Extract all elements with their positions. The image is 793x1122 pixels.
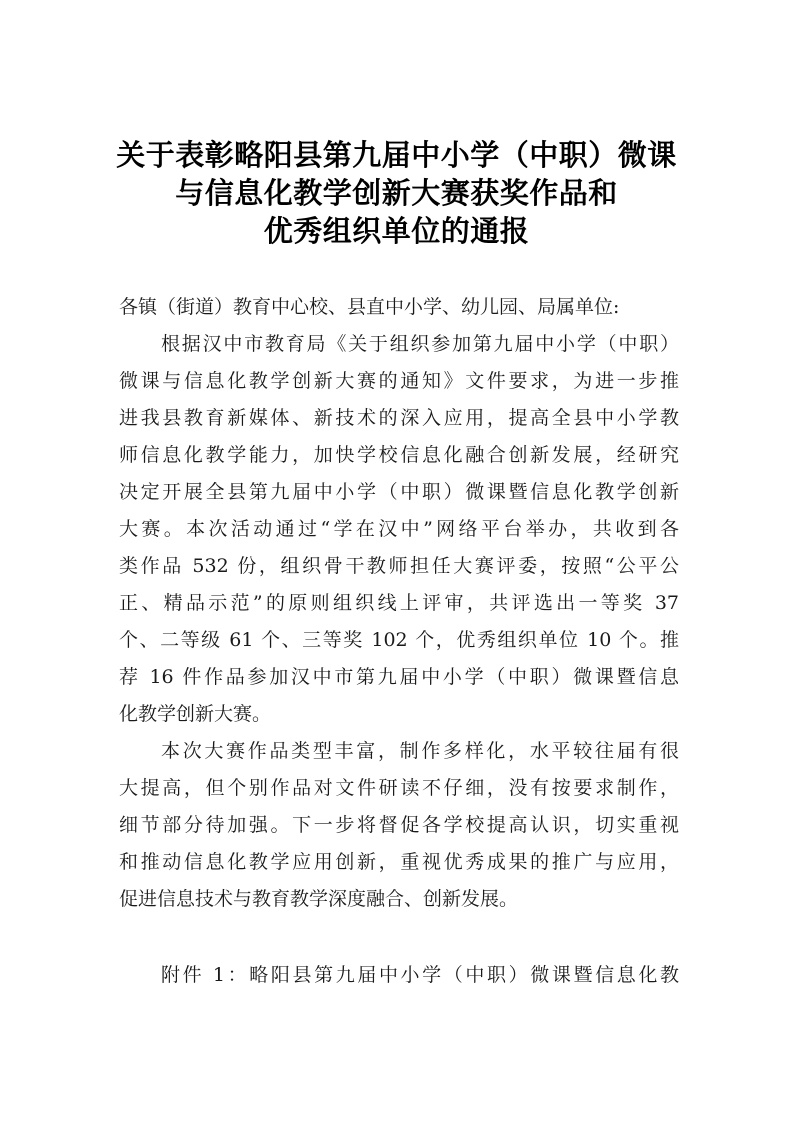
paragraph-1-line: 进我县教育新媒体、新技术的深入应用，提高全县中小学教 — [119, 407, 679, 429]
paragraph-1-line: 个、二等级 61 个、三等奖 102 个，优秀组织单位 10 个。推 — [119, 629, 679, 651]
paragraph-2-line: 细节部分待加强。下一步将督促各学校提高认识，切实重视 — [119, 814, 679, 836]
paragraph-1-line: 大赛。本次活动通过“学在汉中”网络平台举办，共收到各 — [119, 518, 679, 540]
paragraph-2-line: 和推动信息化教学应用创新，重视优秀成果的推广与应用， — [119, 851, 679, 873]
document-title-line-1: 关于表彰略阳县第九届中小学（中职）微课 — [116, 138, 677, 172]
paragraph-1-line: 正、精品示范”的原则组织线上评审，共评选出一等奖 37 — [119, 592, 679, 614]
paragraph-1-line: 微课与信息化教学创新大赛的通知》文件要求，为进一步推 — [119, 370, 679, 392]
paragraph-1-line: 荐 16 件作品参加汉中市第九届中小学（中职）微课暨信息 — [119, 666, 679, 688]
paragraph-2-line: 本次大赛作品类型丰富，制作多样化，水平较往届有很 — [161, 740, 679, 762]
salutation: 各镇（街道）教育中心校、县直中小学、幼儿园、局属单位: — [119, 296, 620, 318]
paragraph-1-line: 类作品 532 份，组织骨干教师担任大赛评委，按照“公平公 — [119, 555, 679, 577]
paragraph-2-line: 促进信息技术与教育教学深度融合、创新发展。 — [119, 888, 519, 910]
paragraph-1-line: 化教学创新大赛。 — [119, 703, 272, 725]
paragraph-1-line: 师信息化教学能力，加快学校信息化融合创新发展，经研究 — [119, 444, 679, 466]
paragraph-1-line: 决定开展全县第九届中小学（中职）微课暨信息化教学创新 — [119, 481, 679, 503]
document-title-line-3: 优秀组织单位的通报 — [263, 214, 530, 248]
document-title-line-2: 与信息化教学创新大赛获奖作品和 — [175, 176, 618, 210]
paragraph-1-line: 根据汉中市教育局《关于组织参加第九届中小学（中职） — [161, 333, 679, 355]
paragraph-2-line: 大提高，但个别作品对文件研读不仔细，没有按要求制作， — [119, 777, 679, 799]
attachment-line: 附件 1：略阳县第九届中小学（中职）微课暨信息化教 — [161, 964, 679, 986]
